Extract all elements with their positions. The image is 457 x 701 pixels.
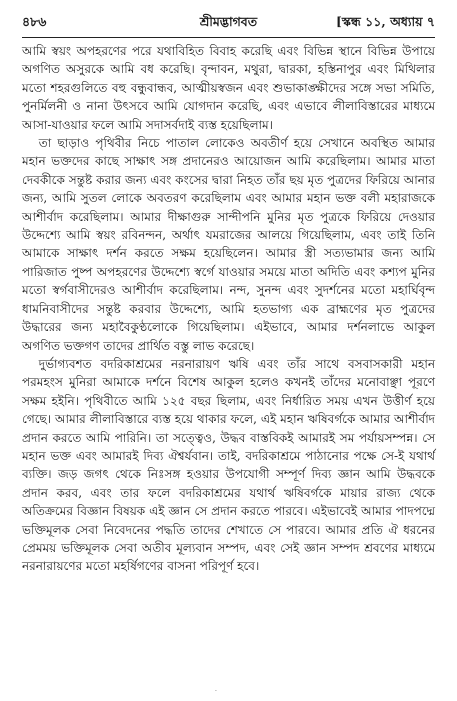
body-text (22, 42, 435, 576)
header-rule (22, 37, 435, 38)
chapter-reference: [স্কন্ধ ১১, অধ্যায় ৭ (335, 14, 435, 29)
paragraph-3: দুর্ভাগ্যবশত বদরিকাশ্রমের নরনারায়ণ ঋষি এবং তাঁর সাথে বসবাসকারী মহান পরমহংস মুনিরা আমাকে দর্শনে বিশেষ আকুল হলেও কখনই তাঁদের মনোবাঞ্ছা পূরণে সক্ষম হইনি। পৃথিবীতে আমি ১২৫ বছর ছিলাম, এবং নির্ধারিত সময় এখন উত্তীর্ণ হয়ে গেছে। আমার লীলাবিস্তারে ব্যস্ত হয়ে থাকার ফলে, এই মহান ঋষিবর্গকে আমার আশীর্বাদ প্রদান করতে আমি পারিনি। তা সত্ত্বেও, উদ্ধব বাস্তবিকই আমারই সম পর্যায়সম্পন্ন। সে মহান ভক্ত এবং আমারই দিব্য ঐশ্বর্যবান। তাই, বদরিকাশ্রমে পাঠানোর পক্ষে সে-ই যথার্থ ব্যক্তি। জড় জগৎ থেকে নিঃসঙ্গ হওয়ার উপযোগী সম্পূর্ণ দিব্য জ্ঞান আমি উদ্ধবকে প্রদান করব, এবং তার ফলে বদরিকাশ্রমের যথার্থ ঋষিবর্গকে মায়ার রাজ্য থেকে অতিক্রমের বিজ্ঞান বিষয়ক এই জ্ঞান সে প্রদান করতে পারবে। এইভাবেই আমার পাদপদ্মে ভক্তিমূলক সেবা নিবেদনের পদ্ধতি তাদের শেখাতে সে পারবে। আমার প্রতি ঐ ধরনের প্রেমময় ভক্তিমূলক সেবা অতীব মূল্যবান সম্পদ, এবং সেই জ্ঞান সম্পদ শ্রবণের মাধ্যমে নরনারায়ণের মতো মহর্ষিগণের বাসনা পরিপূর্ণ হবে। (22, 356, 435, 574)
book-title: শ্রীমদ্ভাগবত (199, 14, 258, 29)
paragraph-1: আমি স্বয়ং অপহরণের পরে যথাবিহিত বিবাহ করেছি এবং বিভিন্ন স্থানে বিভিন্ন উপায়ে অগণিত অসুরকে আমি বধ করেছি। বৃন্দাবন, মথুরা, দ্বারকা, হস্তিনাপুর এবং মিথিলার মতো শহরগুলিতে বহু বন্ধুবান্ধব, আত্মীয়স্বজন এবং শুভাকাঙ্ক্ষীদের সঙ্গে সভা সমিতি, পুনর্মিলনী ও নানা উৎসবে আমি যোগদান করেছি, এবং এভাবে লীলাবিস্তারের মাধ্যমে আসা-যাওয়ার ফলে আমি সদাসর্বদাই ব্যস্ত হয়েছিলাম। (22, 44, 435, 132)
footer-mark: · (215, 688, 217, 695)
paragraph-2: তা ছাড়াও পৃথিবীর নিচে পাতাল লোকেও অবতীর্ণ হয়ে সেখানে অবস্থিত আমার মহান ভক্তদের কাছে সাক্ষাৎ সঙ্গ প্রদানেরও আয়োজন আমি করেছিলাম। আমার মাতা দেবকীকে সন্তুষ্ট করার জন্য এবং কংসের দ্বারা নিহত তাঁর ছয় মৃত পুত্রদের ফিরিয়ে আনার জন্য, আমি সুতল লোকে অবতরণ করেছিলাম এবং আমার মহান ভক্ত বলী মহারাজকে আশীর্বাদ করেছিলাম। আমার দীক্ষাগুরু সান্দীপনি মুনির মৃত পুত্রকে ফিরিয়ে দেওয়ার উদ্দেশ্যে আমি স্বয়ং রবিনন্দন, অর্থাৎ যমরাজের আলয়ে গিয়েছিলাম, এবং তাই তিনি আমাকে সাক্ষাৎ দর্শন করতে সক্ষম হয়েছিলেন। আমার স্ত্রী সত্যভামার জন্য আমি পারিজাত পুষ্প অপহরণের উদ্দেশ্যে স্বর্গে যাওয়ার সময়ে মাতা অদিতি এবং কশ্যপ মুনির মতো স্বর্গবাসীদেরও আশীর্বাদ করেছিলাম। নন্দ, সুনন্দ এবং সুদর্শনের মতো মহার্ঘিবৃন্দ ধামনিবাসীদের সন্তুষ্ট করবার উদ্দেশ্যে, আমি হতভাগ্য এক ব্রাহ্মণের মৃত পুত্রদের উদ্ধারের জন্য মহাবৈকুণ্ঠলোকে গিয়েছিলাম। এইভাবে, আমার দর্শনলাভে আকুল অগণিত ভক্তগণ তাদের প্রার্থিত বস্তু লাভ করেছে। (22, 136, 435, 353)
running-header (22, 10, 435, 34)
page-number: ৪৮৬ (22, 14, 47, 29)
